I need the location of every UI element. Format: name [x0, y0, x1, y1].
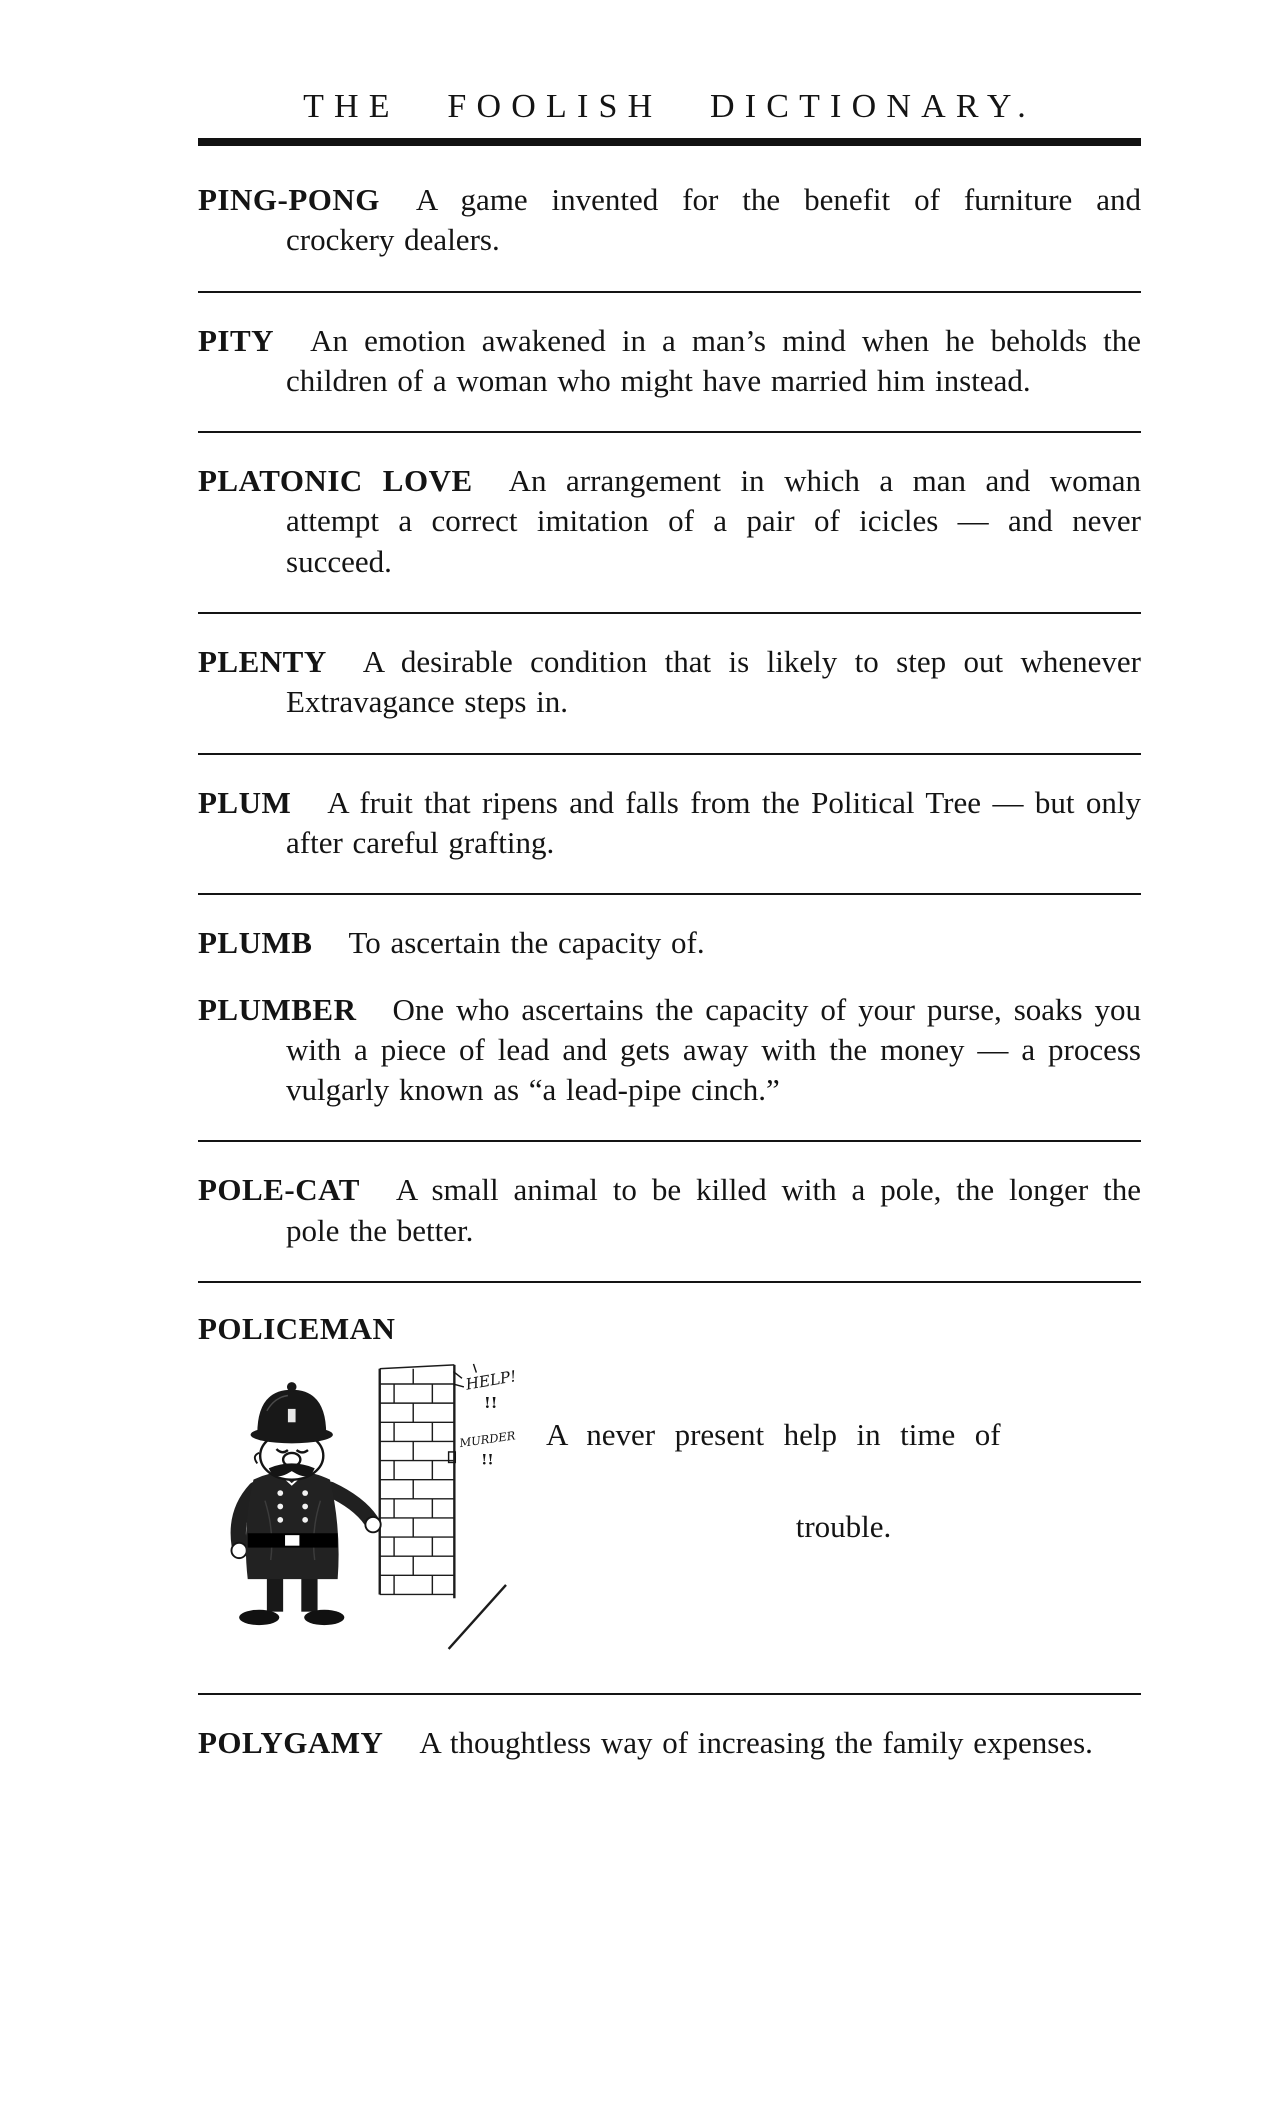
policeman-definition-line2: trouble. [795, 1509, 892, 1545]
entry-definition: A fruit that ripens and falls from the Political Tree — but only after careful grafting. [286, 784, 1141, 860]
entry-term-line [198, 1311, 1141, 1347]
entry-definition: A desirable condition that is likely to step out whenever Extravagance steps in. [286, 644, 1141, 720]
entry-definition: A thoughtless way of increasing the family expenses. [419, 1725, 1093, 1761]
entry-plum [198, 783, 1141, 864]
policeman-definition [546, 1353, 1141, 1548]
right-hand [365, 1517, 380, 1532]
entry-term: POLE-CAT [198, 1172, 360, 1208]
helmet-spike [287, 1382, 297, 1392]
entry-term: PLUMBER [198, 991, 357, 1027]
murder-cry-text: MURDER [458, 1428, 517, 1451]
help-cry-marks: !! [484, 1393, 498, 1412]
entry-divider [198, 1693, 1141, 1695]
left-leg [267, 1573, 283, 1611]
left-hand [231, 1543, 246, 1558]
entry-plumber [198, 990, 1141, 1111]
help-cry [453, 1364, 517, 1412]
entry-term: PLUM [198, 784, 292, 820]
entry-pity [198, 321, 1141, 402]
policeman-cartoon-drawing [198, 1353, 528, 1658]
entry-divider [198, 291, 1141, 293]
title-rule [198, 138, 1141, 146]
entry-term: PING-PONG [198, 182, 380, 217]
policeman-figure [231, 1382, 380, 1625]
entry-definition: To ascertain the capacity of. [348, 925, 705, 961]
policeman-definition-line1: A never present help in time of [546, 1417, 1001, 1453]
policeman-illustration-row [198, 1353, 1141, 1663]
entry-divider [198, 431, 1141, 433]
right-leg [301, 1573, 317, 1611]
help-cry-text: HELP! [464, 1367, 518, 1394]
entry-term: POLYGAMY [198, 1725, 384, 1761]
left-boot [239, 1610, 279, 1625]
page-title: THE FOOLISH DICTIONARY. [303, 88, 1036, 125]
helmet-brim [251, 1426, 333, 1443]
murder-cry [449, 1428, 517, 1468]
entry-plenty [198, 642, 1141, 723]
ground-corner-line [449, 1585, 506, 1649]
belt-buckle [285, 1535, 299, 1546]
entry-term: PLATONIC LOVE [198, 463, 473, 499]
entry-ping-pong [198, 180, 1141, 261]
entry-definition: An emotion awakened in a man’s mind when he beholds the children of a woman who might have married him instead. [286, 322, 1141, 398]
entry-policeman [198, 1311, 1141, 1663]
tunic [246, 1472, 339, 1579]
entry-divider [198, 753, 1141, 755]
entry-definition: A small animal to be killed with a pole, the longer the pole the better. [286, 1172, 1141, 1248]
entry-term: PLUMB [198, 925, 313, 961]
left-ear [255, 1453, 259, 1464]
entry-definition: An arrangement in which a man and woman attempt a correct imitation of a pair of icicles — and never succeed. [286, 463, 1141, 579]
entry-divider [198, 1281, 1141, 1283]
entry-term: PITY [198, 322, 275, 358]
helmet-badge [288, 1409, 296, 1422]
murder-cry-marks: !! [481, 1452, 494, 1469]
entry-divider [198, 893, 1141, 895]
page-header [198, 88, 1141, 146]
entry-plumb [198, 923, 1141, 963]
entries-list [198, 180, 1141, 1763]
entry-divider [198, 612, 1141, 614]
entry-definition: A game invented for the benefit of furniture and crockery dealers. [286, 182, 1141, 258]
policeman-illustration [198, 1353, 528, 1663]
right-boot [304, 1610, 344, 1625]
entry-term: PLENTY [198, 644, 327, 680]
entry-term: POLICEMAN [198, 1311, 396, 1347]
entry-polygamy [198, 1723, 1141, 1763]
entry-pole-cat [198, 1170, 1141, 1251]
entry-divider [198, 1140, 1141, 1142]
entry-platonic-love [198, 461, 1141, 582]
entry-definition: One who ascertains the capacity of your purse, soaks you with a piece of lead and gets away with the money — a process vulgarly known as “a lead-pipe cinch.” [286, 991, 1141, 1108]
